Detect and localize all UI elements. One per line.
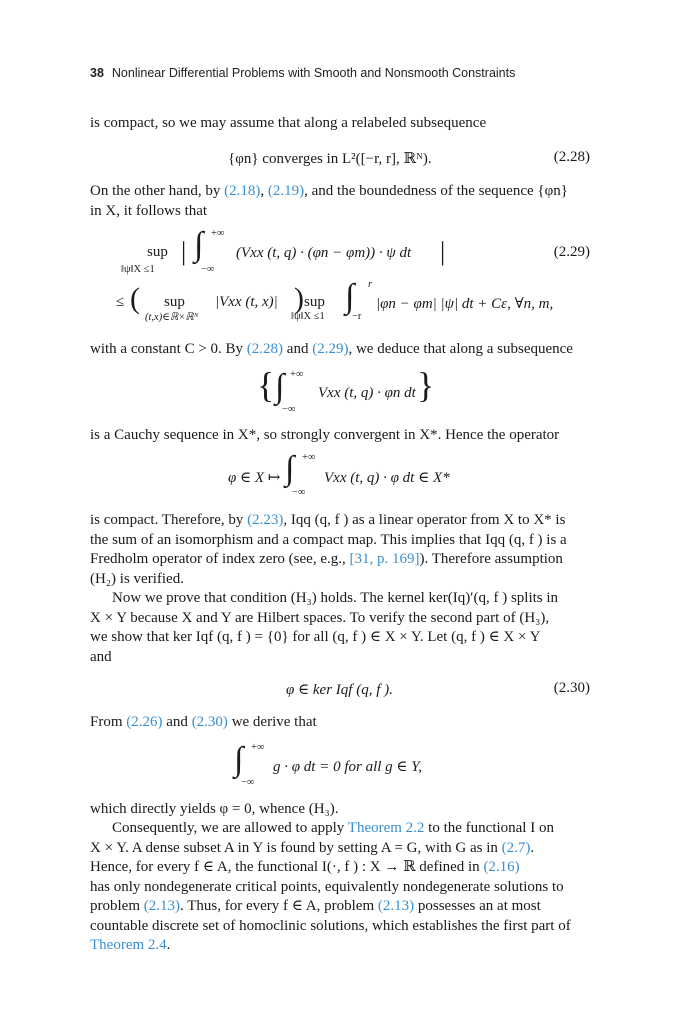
equation-2-28: {φn} converges in L²([−r, r], ℝᴺ).: [228, 151, 432, 167]
paragraph-2: On the other hand, by (2.18), (2.19), and the boundedness of the sequence {φn} in X, it follows that: [90, 183, 568, 219]
ref-theorem-2-4[interactable]: Theorem 2.4: [90, 937, 167, 953]
ref-2-18[interactable]: (2.18): [224, 183, 261, 199]
int2-lower: −r: [352, 311, 362, 322]
ref-31[interactable]: [31, p. 169]: [349, 551, 420, 567]
book-page: 38 Nonlinear Differential Problems with Smooth and Nonsmooth Constraints is compact, so we may assume that along a relabeled subsequence {φn} converges in L²([−r, r], ℝᴺ). (2.28) On the other hand, by (2.18), (2.19), and the boundedness of the sequence {φn} in X, it follows that sup ‖ψ‖X ≤1 | ∫ +∞ −∞ (Vxx (t, q) · (φn − φm)) · ψ dt | (2.29) ≤ ( sup (t,x)∈ℝ×ℝᴺ |Vxx (t, x)| ) sup ‖ψ‖X ≤1 ∫ r −r |φn − φm| |ψ| dt + Cε, ∀n, m, with a constant C > 0. By (2.28) and (2.29), we deduce that along a subsequence { ∫ +∞ −∞ Vxx (t, q) · φn dt } is a Cauchy sequence in X*, so strongly convergent in X*. Hence the operator φ ∈ X ↦ ∫ +∞ −∞ Vxx (t, q) · φ dt ∈ X* is compact. Therefore, by (2.23), Iqq (q, f ) as a linear operator from X to X* is the sum of an isomorphism and a compact map. This implies that Iqq (q, f ) is a Fredholm operator of index zero (see, e.g., [31, p. 169]). Therefore assumption (H₂) is verified. Now we prove that condition (H₃) holds. The kernel ker(Iq)′(q, f ) splits in X × Y because X and Y are Hilbert spaces. To verify the second part of (H₃), we show that ker Iqf (q, f ) = {0} for all (q, f ) ∈ X × Y. Let (q, f ) ∈ X × Y and φ ∈ ker Iqf (q, f ). (2.30) From (2.26) and (2.30) we derive that ∫ +∞ −∞ g · φ dt = 0 for all g ∈ Y, which directly yields φ = 0, whence (H₃). Consequently, we are allowed to apply Theorem 2.2 to the functional I on X × Y. A dense subset A in Y is found by setting A = G, with G as in (2.7). Hence, for every f ∈ A, the functional I(·, f ) : X → ℝ defined in (2.16) has only nondegenerate critical points, equivalently nondegenerate solutions to problem (2.13). Thus, for every f ∈ A, problem (2.13) possesses an at most countable discrete set of homoclinic solutions, which establishes the first part of Theorem 2.4.: [0, 0, 682, 1024]
int-upper: +∞: [211, 228, 225, 239]
ref-2-13-b[interactable]: (2.13): [377, 898, 415, 914]
sup-2-sub: (t,x)∈ℝ×ℝᴺ: [145, 312, 199, 323]
ref-2-26[interactable]: (2.26): [126, 714, 163, 730]
sup-1-sub: ‖ψ‖X ≤1: [121, 264, 155, 275]
paragraph-8: which directly yields φ = 0, whence (H₃).: [90, 801, 339, 817]
ref-2-28[interactable]: (2.28): [246, 341, 284, 357]
paragraph-6: Now we prove that condition (H₃) holds. The kernel ker(Iq)′(q, f ) splits in X × Y because X and Y are Hilbert spaces. To verify the second part of (H₃), we show that ker Iqf (q, f ) = {0} for all (q, f ) ∈ X × Y. Let (q, f ) ∈ X × Y and: [90, 590, 559, 665]
le-sign: ≤: [116, 294, 125, 310]
integrand-1: (Vxx (t, q) · (φn − φm)) · ψ dt: [236, 245, 412, 261]
paragraph-5: is compact. Therefore, by (2.23), Iqq (q, f ) as a linear operator from X to X* is the sum of an isomorphism and a compact map. This implies that Iqq (q, f ) is a Fredholm operator of index zero (see, e.g., [31, p. 169]). Therefore assumption (H₂) is verified.: [90, 512, 567, 587]
ref-2-30[interactable]: (2.30): [191, 714, 228, 730]
equation-label-2-29: (2.29): [553, 244, 590, 260]
ref-2-29[interactable]: (2.29): [312, 341, 349, 357]
ref-2-23[interactable]: (2.23): [247, 512, 284, 528]
equation-label-2-28: (2.28): [553, 149, 590, 165]
ref-2-13-a[interactable]: (2.13): [143, 898, 180, 914]
integrand-2: |φn − φm| |ψ| dt + Cε, ∀n, m,: [376, 296, 554, 312]
sup-3-sub: ‖ψ‖X ≤1: [291, 311, 325, 322]
running-header: [90, 66, 515, 80]
equation-2-30: φ ∈ ker Iqf (q, f ).: [286, 682, 393, 698]
integral-sign: ∫: [194, 226, 204, 263]
ref-2-16[interactable]: (2.16): [483, 859, 520, 875]
norm-vxx: |Vxx (t, x)|: [215, 294, 278, 310]
paragraph-1: is compact, so we may assume that along a relabeled subsequence: [90, 115, 487, 131]
ref-2-19[interactable]: (2.19): [267, 183, 305, 199]
paragraph-4: is a Cauchy sequence in X*, so strongly convergent in X*. Hence the operator: [90, 427, 560, 443]
int2-upper: r: [368, 279, 373, 290]
running-title: Nonlinear Differential Problems with Smooth and Nonsmooth Constraints: [111, 66, 516, 80]
sup-3: sup: [304, 294, 325, 310]
integral-sign-2: ∫: [345, 278, 355, 315]
ref-2-7[interactable]: (2.7): [501, 839, 531, 856]
paragraph-3: with a constant C > 0. By (2.28) and (2.29), we deduce that along a subsequence: [90, 341, 573, 357]
ref-theorem-2-2[interactable]: Theorem 2.2: [347, 820, 425, 836]
int-lower: −∞: [201, 264, 215, 275]
sup-1: sup: [147, 244, 168, 260]
paragraph-7: From (2.26) and (2.30) we derive that: [90, 714, 317, 730]
paragraph-9: Consequently, we are allowed to apply Theorem 2.2 to the functional I on X × Y. A dense subset A in Y is found by setting A = G, with G as in (2.7). Hence, for every f ∈ A, the functional I(·, f ) : X → ℝ defined in (2.16) has only nondegenerate critical points, equivalently nondegenerate solutions to problem (2.13). Thus, for every f ∈ A, problem (2.13) possesses an at most countable discrete set of homoclinic solutions, which establishes the first part of Theorem 2.4.: [90, 820, 571, 953]
page-number: 38: [90, 66, 104, 80]
equation-label-2-30: (2.30): [553, 680, 590, 696]
sup-2: sup: [164, 294, 185, 310]
